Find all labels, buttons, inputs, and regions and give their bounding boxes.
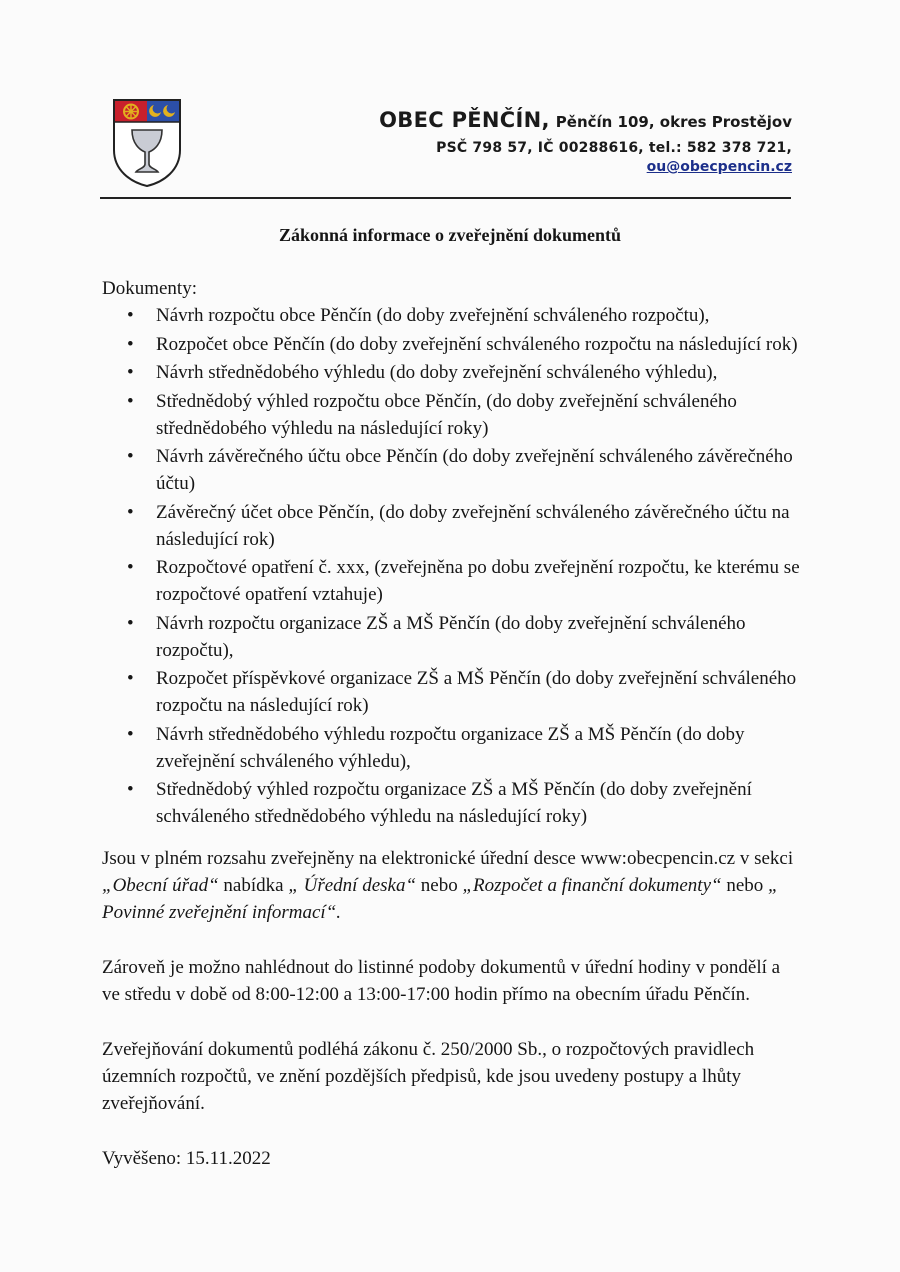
municipality-ids: PSČ 798 57, IČ 00288616, tel.: 582 378 721, bbox=[436, 140, 792, 156]
list-item: • Střednědobý výhled rozpočtu obce Pěnčín, (do doby zveřejnění schváleného střednědobého výhledu na následující roky) bbox=[156, 388, 802, 442]
publication-paragraph bbox=[102, 845, 802, 926]
menu-option: „Rozpočet a finanční dokumenty“ bbox=[462, 875, 722, 896]
email-link[interactable]: ou@obecpencin.cz bbox=[646, 159, 792, 175]
municipal-crest-icon bbox=[112, 98, 182, 188]
list-item: • Návrh střednědobého výhledu (do doby zveřejnění schváleného výhledu), bbox=[156, 359, 802, 386]
list-item: • Rozpočet příspěvkové organizace ZŠ a MŠ Pěnčín (do doby zveřejnění schváleného rozpočtu na následující rok) bbox=[156, 665, 802, 719]
menu-name: „ Úřední deska“ bbox=[288, 875, 417, 896]
header-org-line bbox=[379, 108, 792, 132]
list-item: • Závěrečný účet obce Pěnčín, (do doby zveřejnění schváleného závěrečného účtu na následující rok) bbox=[156, 499, 802, 553]
list-item: • Střednědobý výhled rozpočtu organizace ZŠ a MŠ Pěnčín (do doby zveřejnění schváleného střednědobého výhledu na následující roky) bbox=[156, 776, 802, 830]
menu-option: „ Povinné zveřejnění informací“. bbox=[102, 875, 779, 923]
legal-paragraph: Zveřejňování dokumentů podléhá zákonu č. 250/2000 Sb., o rozpočtových pravidlech územních rozpočtů, ve znění pozdějších předpisů, kde jsou uvedeny postupy a lhůty zveřejňování. bbox=[102, 1039, 755, 1114]
list-item: • Rozpočet obce Pěnčín (do doby zveřejnění schváleného rozpočtu na následující rok) bbox=[156, 331, 802, 358]
header-divider bbox=[100, 197, 791, 199]
publication-text: nebo bbox=[721, 875, 769, 896]
publication-text: Jsou v plném rozsahu zveřejněny na elektronické úřední desce www:obecpencin.cz v sekci bbox=[102, 848, 794, 869]
posted-date: Vyvěšeno: 15.11.2022 bbox=[102, 1148, 271, 1169]
list-item: • Návrh střednědobého výhledu rozpočtu organizace ZŠ a MŠ Pěnčín (do doby zveřejnění schváleného výhledu), bbox=[156, 721, 802, 775]
publication-text: nabídka bbox=[218, 875, 289, 896]
list-item: • Návrh závěrečného účtu obce Pěnčín (do doby zveřejnění schváleného závěrečného účtu) bbox=[156, 443, 802, 497]
office-hours-paragraph: Zároveň je možno nahlédnout do listinné podoby dokumentů v úřední hodiny v pondělí a ve středu v době od 8:00-12:00 a 13:00-17:00 hodin přímo na obecním úřadu Pěnčín. bbox=[102, 957, 781, 1005]
municipality-address: Pěnčín 109, okres Prostějov bbox=[555, 113, 792, 131]
document-body bbox=[102, 275, 802, 1172]
list-item: • Návrh rozpočtu organizace ZŠ a MŠ Pěnčín (do doby zveřejnění schváleného rozpočtu), bbox=[156, 610, 802, 664]
municipality-name: OBEC PĚNČÍN, bbox=[379, 108, 550, 132]
section-name: „Obecní úřad“ bbox=[102, 875, 219, 896]
documents-label: Dokumenty: bbox=[102, 278, 197, 299]
publication-text: nebo bbox=[416, 875, 463, 896]
document-title: Zákonná informace o zveřejnění dokumentů bbox=[279, 225, 621, 245]
documents-list bbox=[102, 302, 802, 830]
list-item: • Rozpočtové opatření č. xxx, (zveřejněna po dobu zveřejnění rozpočtu, ke kterému se rozpočtové opatření vztahuje) bbox=[156, 554, 802, 608]
list-item: • Návrh rozpočtu obce Pěnčín (do doby zveřejnění schváleného rozpočtu), bbox=[156, 302, 802, 329]
